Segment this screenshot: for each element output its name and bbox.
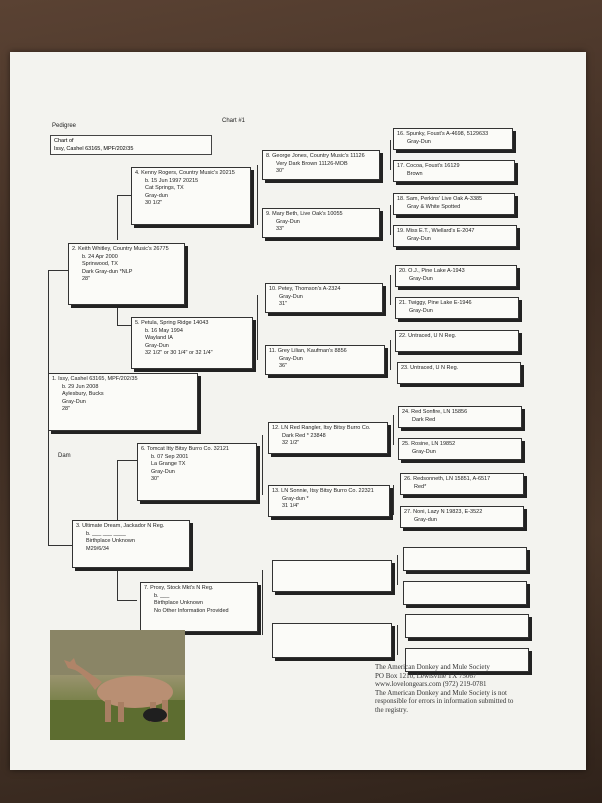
ancestor-box-22 bbox=[395, 330, 519, 352]
subject-height: 28" bbox=[62, 406, 71, 412]
connector bbox=[117, 460, 118, 520]
ancestor-box-14 bbox=[272, 560, 392, 592]
ancestor-detail: Dark Red bbox=[412, 416, 436, 423]
ancestor-detail: 30" bbox=[151, 476, 160, 482]
ancestor-name: 4. Kenny Rogers, Country Music's 20215 bbox=[135, 170, 235, 176]
subject-name: 1. Issy, Cashel 63165, MPF/202/35 bbox=[52, 376, 138, 382]
connector bbox=[390, 275, 391, 305]
ancestor-name: 23. Untraced, U N Reg. bbox=[401, 365, 459, 371]
ancestor-detail: Birthplace Unknown bbox=[154, 600, 203, 606]
dam-place: Birthplace Unknown bbox=[86, 538, 135, 544]
footer-line: The American Donkey and Mule Society bbox=[375, 663, 490, 671]
ancestor-detail: 33" bbox=[276, 226, 285, 232]
ancestor-detail: La Grange TX bbox=[151, 461, 186, 467]
connector bbox=[257, 165, 258, 225]
ancestor-name: 8. George Jones, Country Music's 11126 bbox=[266, 153, 365, 159]
ancestor-detail: b. 16 May 1994 bbox=[145, 327, 183, 334]
ancestor-box-28 bbox=[403, 547, 527, 571]
connector bbox=[117, 460, 137, 461]
ancestor-box-4 bbox=[131, 167, 251, 225]
ancestor-detail: Gray-Dun bbox=[145, 342, 169, 349]
chart-of-label: Chart of bbox=[54, 138, 74, 144]
ancestor-box-11 bbox=[265, 345, 385, 375]
ancestor-box-30 bbox=[405, 614, 529, 638]
connector bbox=[262, 435, 263, 495]
ancestor-box-25 bbox=[398, 438, 522, 460]
ancestor-box-15 bbox=[272, 623, 392, 658]
ancestor-box-6 bbox=[137, 443, 257, 501]
sire-color: Dark Gray-dun *NLP bbox=[82, 268, 133, 275]
connector bbox=[390, 205, 391, 235]
connector bbox=[48, 415, 49, 545]
sire-box bbox=[68, 243, 185, 305]
sire-name: 2. Keith Whitley, Country Music's 26775 bbox=[72, 246, 169, 252]
connector bbox=[257, 295, 258, 360]
ancestor-name: 12. LN Red Rangler, Itsy Bitsy Burro Co. bbox=[272, 425, 371, 431]
ancestor-box-23 bbox=[397, 362, 521, 384]
ancestor-box-18 bbox=[393, 193, 515, 215]
footer-line: the registry. bbox=[375, 705, 408, 714]
footer-line: PO Box 1210, Lewisville TX 75067 bbox=[375, 671, 477, 680]
dam-birth: b. ___ ___ ____ bbox=[86, 530, 126, 537]
ancestor-name: 27. Noni, Lazy N 19823, E-3522 bbox=[404, 509, 483, 515]
connector bbox=[397, 555, 398, 585]
ancestor-detail: No Other Information Provided bbox=[154, 607, 229, 614]
ancestor-detail: 36" bbox=[279, 363, 288, 369]
connector bbox=[397, 625, 398, 655]
ancestor-name: 21. Twiggy, Pine Lake E-1946 bbox=[399, 300, 472, 306]
subject-color: Gray-Dun bbox=[62, 398, 86, 405]
ancestor-box-12 bbox=[268, 422, 388, 454]
ancestor-name: 22. Untraced, U N Reg. bbox=[399, 333, 457, 339]
ancestor-box-21 bbox=[395, 297, 519, 319]
ancestor-detail: Gray & White Spotted bbox=[407, 203, 461, 210]
donkey-photo bbox=[50, 630, 185, 740]
ancestor-name: 19. Miss E.T., Wiellard's E-2047 bbox=[397, 228, 475, 234]
ancestor-detail: Dark Red * 23848 bbox=[282, 432, 326, 439]
dam-name: 3. Ultimate Dream, Jackador N Reg. bbox=[76, 523, 165, 529]
ancestor-detail: Gray-dun bbox=[145, 192, 168, 199]
ancestor-box-20 bbox=[395, 265, 517, 287]
society-footer bbox=[375, 663, 560, 714]
ancestor-box-16 bbox=[393, 128, 513, 150]
ancestor-name: 10. Petey, Thomson's A-2324 bbox=[269, 286, 341, 292]
ancestor-box-13 bbox=[268, 485, 390, 517]
ancestor-box-10 bbox=[265, 283, 383, 313]
connector bbox=[48, 545, 72, 546]
ancestor-name: 11. Grey Lilian, Kaufman's 8856 bbox=[269, 348, 347, 354]
ancestor-name: 18. Sam, Perkins' Live Oak A-3385 bbox=[397, 196, 483, 202]
ancestor-name: 16. Spunky, Foust's A-4698, 5129633 bbox=[397, 131, 489, 137]
ancestor-box-24 bbox=[398, 406, 522, 428]
connector bbox=[117, 195, 131, 196]
footer-line: The American Donkey and Mule Society is not bbox=[375, 688, 507, 697]
ancestor-name: 24. Red Sonfire, LN 15856 bbox=[402, 409, 468, 415]
ancestor-box-26 bbox=[400, 473, 524, 495]
ancestor-detail: Gray-Dun bbox=[276, 218, 300, 225]
connector bbox=[117, 570, 118, 600]
ancestor-detail: Cat Springs, TX bbox=[145, 185, 184, 191]
ancestor-detail: 30 1/2" bbox=[145, 200, 163, 206]
ancestor-detail: Wayland IA bbox=[145, 335, 173, 341]
connector bbox=[117, 305, 118, 325]
connector bbox=[262, 570, 263, 635]
sire-height: 28" bbox=[82, 276, 91, 282]
ancestor-detail: b. 07 Sep 2001 bbox=[151, 453, 189, 460]
ancestor-box-9 bbox=[262, 208, 380, 238]
subject-birth: b. 29 Jun 2008 bbox=[62, 383, 99, 390]
ancestor-detail: Gray-Dun bbox=[279, 355, 303, 362]
ancestor-detail: 32 1/2" or 30 1/4" or 32 1/4" bbox=[145, 350, 213, 356]
ancestor-detail: Gray-dun bbox=[414, 516, 437, 523]
ancestor-detail: 31 1/4" bbox=[282, 503, 300, 509]
donkey-icon bbox=[50, 630, 185, 740]
connector bbox=[117, 195, 118, 240]
ancestor-name: 13. LN Sonnie, Itsy Bitsy Burro Co. 22321 bbox=[272, 488, 374, 494]
ancestor-detail: 30" bbox=[276, 168, 285, 174]
dam-label: Dam bbox=[58, 453, 71, 459]
ancestor-box-27 bbox=[400, 506, 524, 528]
connector bbox=[48, 270, 68, 271]
ancestor-detail: Gray-Dun bbox=[407, 138, 431, 145]
ancestor-name: 20. O.J., Pine Lake A-1943 bbox=[399, 268, 465, 274]
ancestor-detail: 31" bbox=[279, 301, 288, 307]
chart-of-name: Issy, Cashel 63165, MPF/202/35 bbox=[54, 145, 134, 152]
sire-place: Sprinwood, TX bbox=[82, 261, 118, 267]
footer-line: www.lovelongears.com (972) 219-0781 bbox=[375, 680, 487, 688]
ancestor-detail: b. 15 Jun 1997 20215 bbox=[145, 177, 199, 184]
ancestor-detail: Gray-Dun bbox=[407, 235, 431, 242]
connector bbox=[117, 325, 131, 326]
ancestor-detail: Gray-Dun bbox=[151, 468, 175, 475]
ancestor-detail: Very Dark Brown 11126-MOB bbox=[276, 160, 348, 167]
connector bbox=[390, 140, 391, 170]
ancestor-detail: Gray-Dun bbox=[279, 293, 303, 300]
connector bbox=[393, 415, 394, 445]
ancestor-name: 17. Cocoa, Foust's 16129 bbox=[397, 163, 460, 169]
ancestor-box-19 bbox=[393, 225, 517, 247]
ancestor-box-5 bbox=[131, 317, 253, 369]
ancestor-name: 9. Mary Beth, Live Oak's 10055 bbox=[266, 211, 343, 217]
connector bbox=[393, 485, 394, 515]
dam-reg: M29/6/34 bbox=[86, 545, 109, 552]
ancestor-name: 7. Proxy, Stock Mkt's N Reg. bbox=[144, 585, 214, 591]
ancestor-box-8 bbox=[262, 150, 380, 180]
ancestor-detail: Gray-Dun bbox=[409, 307, 433, 314]
ancestor-detail: Red* bbox=[414, 483, 427, 490]
subject-box bbox=[48, 373, 198, 431]
connector bbox=[390, 340, 391, 370]
ancestor-detail: b. ___ bbox=[154, 592, 170, 599]
connector bbox=[117, 600, 137, 601]
subject-place: Aylesbury, Bucks bbox=[62, 391, 104, 397]
ancestor-detail: Gray-Dun bbox=[409, 275, 433, 282]
pedigree-title: Pedigree bbox=[52, 123, 77, 129]
ancestor-name: 5. Petula, Spring Ridge 14043 bbox=[135, 320, 209, 326]
ancestor-detail: Brown bbox=[407, 170, 423, 177]
ancestor-box-7 bbox=[140, 582, 258, 632]
ancestor-name: 25. Rosine, LN 19852 bbox=[402, 441, 456, 447]
ancestor-box-29 bbox=[403, 581, 527, 605]
footer-line: responsible for errors in information submitted to bbox=[375, 697, 514, 705]
ancestor-name: 6. Tomcat Itty Bitsy Burro Co. 32121 bbox=[141, 446, 229, 452]
ancestor-name: 26. Redsonneth, LN 15851, A-6517 bbox=[404, 476, 491, 482]
chart-number: Chart #1 bbox=[222, 118, 246, 124]
dam-box bbox=[72, 520, 190, 568]
chart-of-box bbox=[50, 135, 212, 155]
ancestor-detail: Gray-dun * bbox=[282, 495, 309, 502]
sire-birth: b. 24 Apr 2000 bbox=[82, 253, 118, 260]
ancestor-detail: Gray-Dun bbox=[412, 448, 436, 455]
ancestor-detail: 32 1/2" bbox=[282, 440, 300, 446]
ancestor-box-17 bbox=[393, 160, 515, 182]
